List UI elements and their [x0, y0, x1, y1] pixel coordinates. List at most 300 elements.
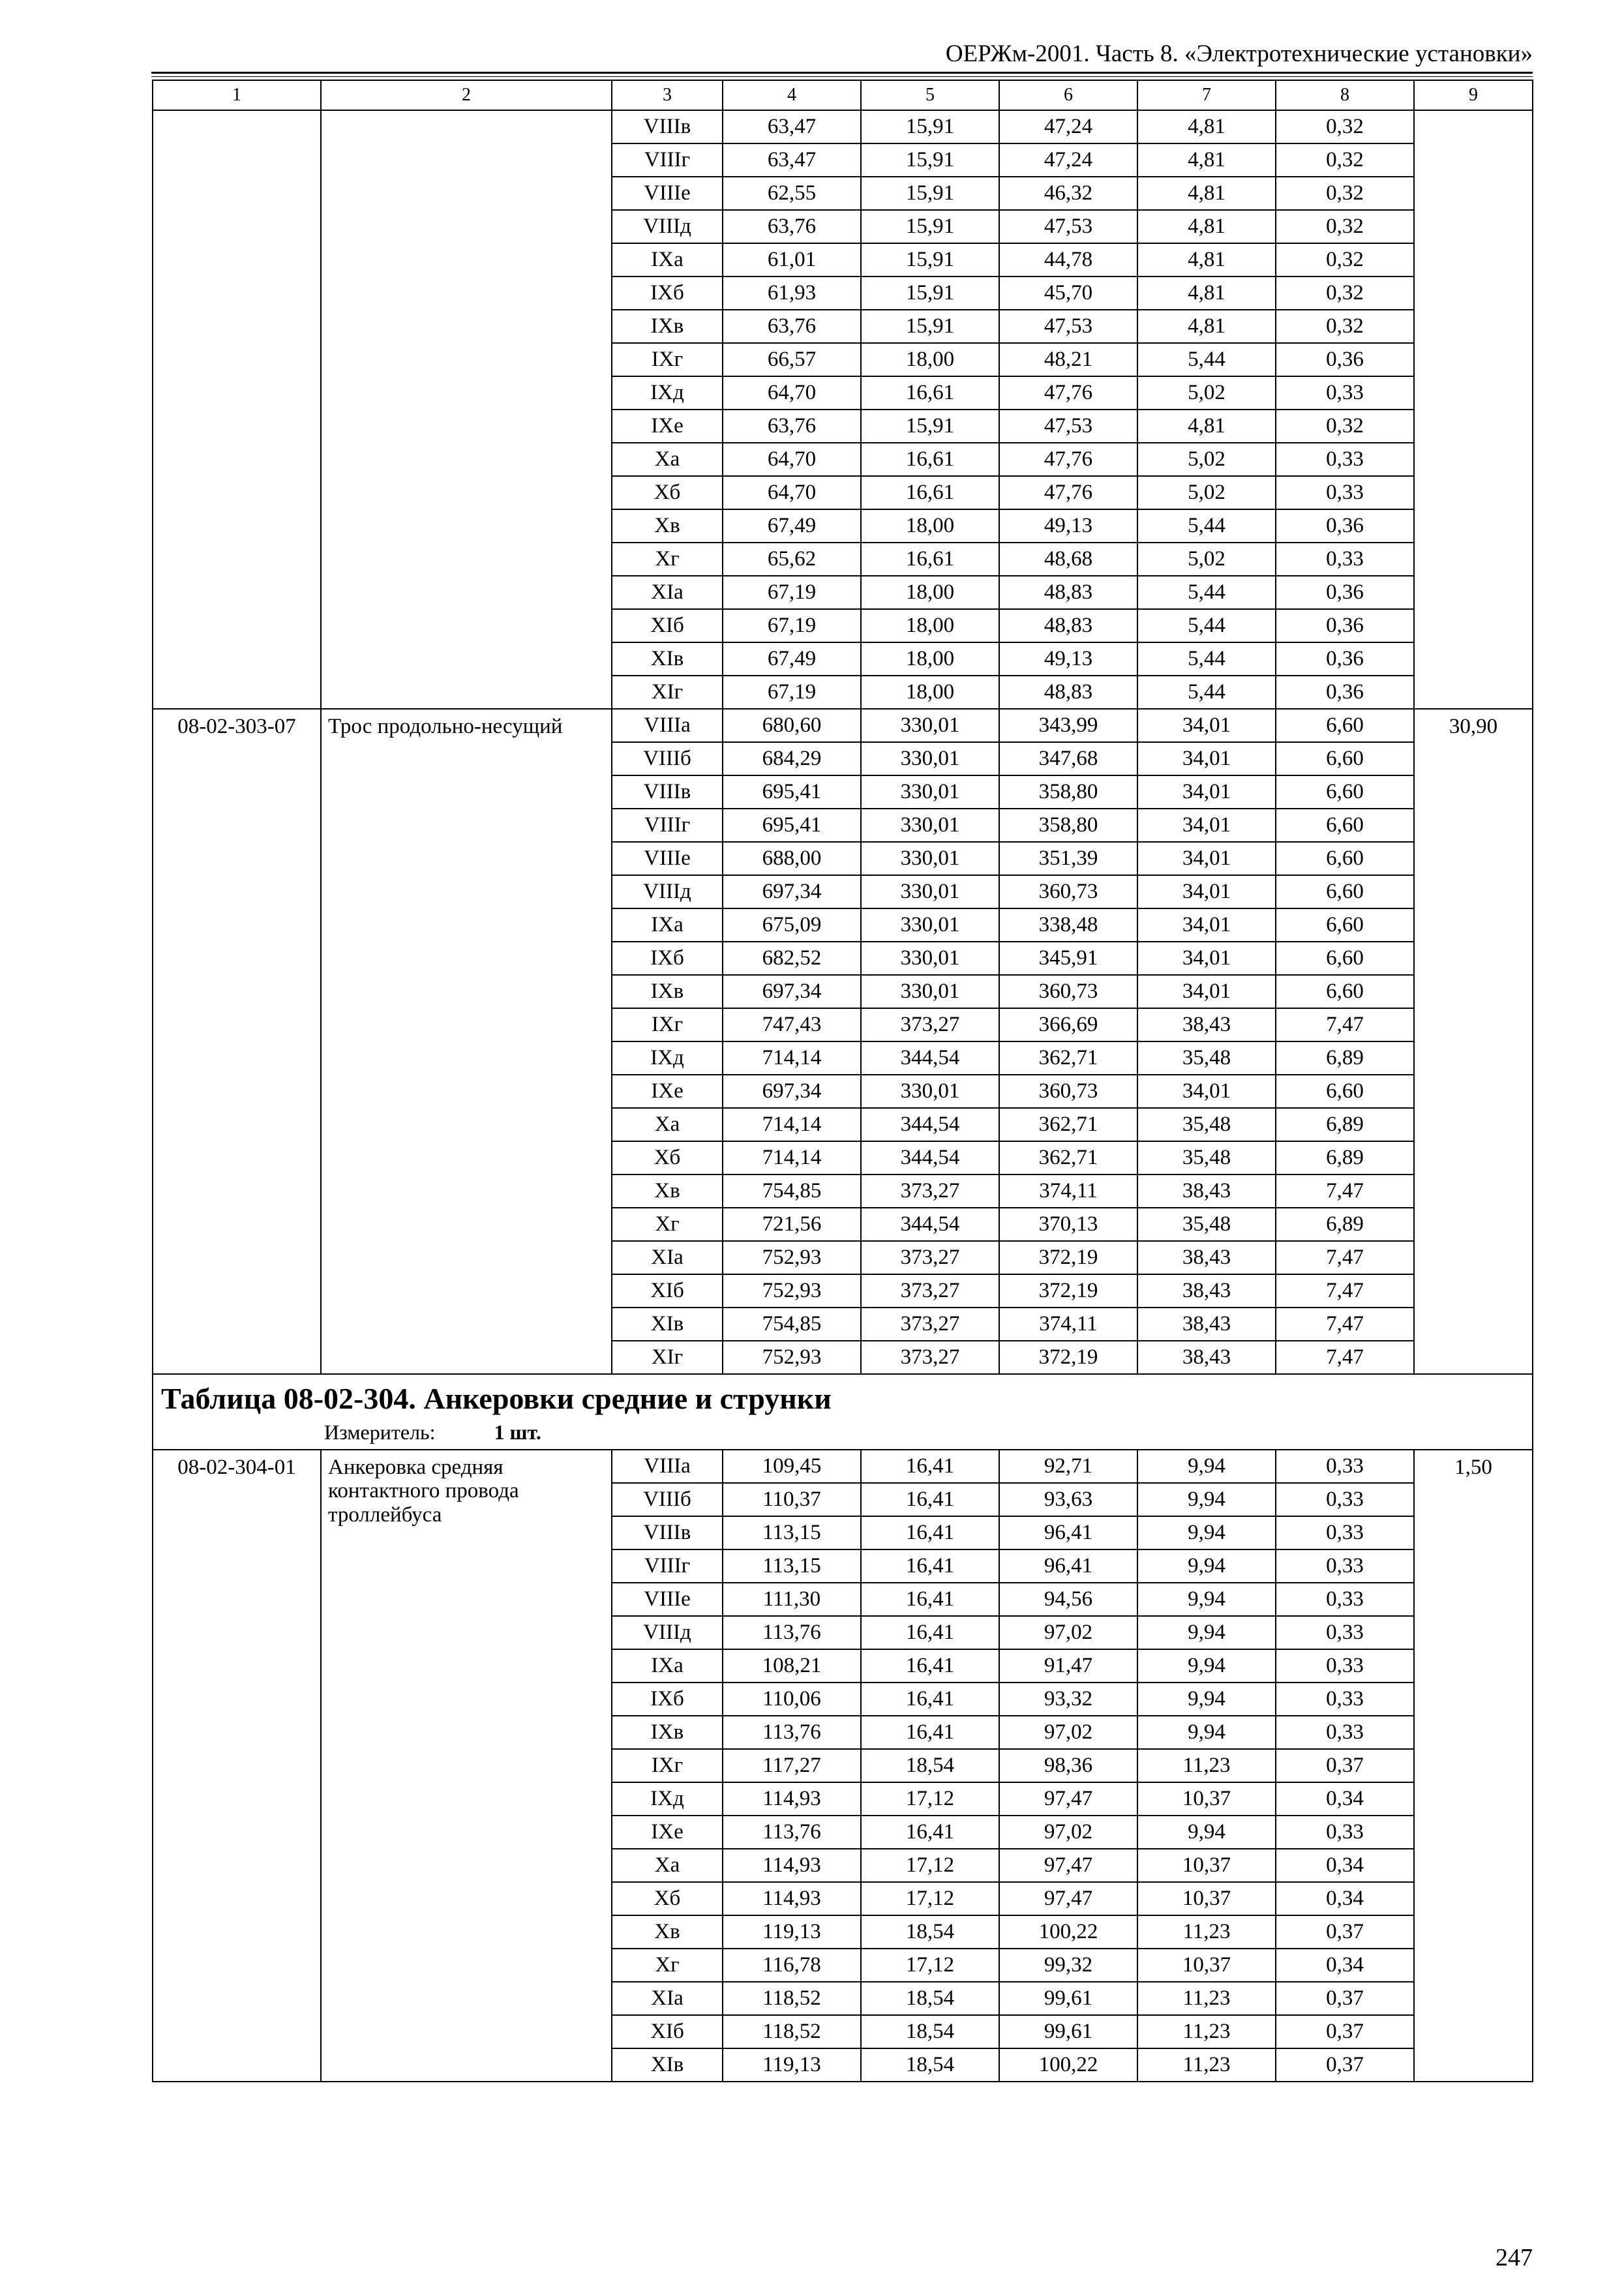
materials-cell: 0,37 — [1276, 2048, 1414, 2082]
materials-cell: 0,33 — [1276, 1616, 1414, 1649]
zone-cell: IXд — [612, 376, 723, 410]
zone-cell: Xг — [612, 1949, 723, 1982]
total-cost-cell: 754,85 — [723, 1174, 861, 1208]
materials-cell: 6,60 — [1276, 975, 1414, 1008]
operator-wages-cell: 11,23 — [1137, 1982, 1276, 2015]
column-number-cell: 1 — [153, 80, 321, 110]
wages-cell: 373,27 — [861, 1241, 999, 1274]
machine-cost-cell: 48,83 — [999, 576, 1137, 609]
wages-cell: 18,54 — [861, 2015, 999, 2048]
total-cost-cell: 63,76 — [723, 210, 861, 243]
wages-cell: 18,54 — [861, 1982, 999, 2015]
materials-cell: 0,34 — [1276, 1949, 1414, 1982]
operator-wages-cell: 38,43 — [1137, 1008, 1276, 1041]
table-row — [153, 1450, 1533, 1483]
operator-wages-cell: 10,37 — [1137, 1882, 1276, 1915]
wages-cell: 17,12 — [861, 1849, 999, 1882]
machine-cost-cell: 98,36 — [999, 1749, 1137, 1782]
wages-cell: 15,91 — [861, 277, 999, 310]
table-row — [153, 110, 1533, 143]
zone-cell: VIIIг — [612, 809, 723, 842]
operator-wages-cell: 9,94 — [1137, 1583, 1276, 1616]
wages-cell: 16,61 — [861, 443, 999, 476]
operator-wages-cell: 4,81 — [1137, 177, 1276, 210]
materials-cell: 0,36 — [1276, 509, 1414, 543]
total-cost-cell: 721,56 — [723, 1208, 861, 1241]
wages-cell: 18,00 — [861, 609, 999, 642]
labor-cost-cell — [1414, 110, 1533, 709]
operator-wages-cell: 38,43 — [1137, 1241, 1276, 1274]
machine-cost-cell: 46,32 — [999, 177, 1137, 210]
total-cost-cell: 714,14 — [723, 1108, 861, 1141]
total-cost-cell: 61,01 — [723, 243, 861, 277]
total-cost-cell: 113,76 — [723, 1816, 861, 1849]
materials-cell: 0,33 — [1276, 1683, 1414, 1716]
operator-wages-cell: 34,01 — [1137, 742, 1276, 775]
column-number-cell: 7 — [1137, 80, 1276, 110]
total-cost-cell: 110,37 — [723, 1483, 861, 1516]
wages-cell: 344,54 — [861, 1041, 999, 1075]
operator-wages-cell: 11,23 — [1137, 2048, 1276, 2082]
zone-cell: Xб — [612, 1882, 723, 1915]
machine-cost-cell: 351,39 — [999, 842, 1137, 875]
total-cost-cell: 61,93 — [723, 277, 861, 310]
materials-cell: 0,32 — [1276, 243, 1414, 277]
operator-wages-cell: 38,43 — [1137, 1174, 1276, 1208]
machine-cost-cell: 99,61 — [999, 1982, 1137, 2015]
materials-cell: 0,37 — [1276, 1915, 1414, 1949]
wages-cell: 373,27 — [861, 1308, 999, 1341]
machine-cost-cell: 47,76 — [999, 443, 1137, 476]
operator-wages-cell: 5,44 — [1137, 576, 1276, 609]
wages-cell: 16,41 — [861, 1716, 999, 1749]
operator-wages-cell: 4,81 — [1137, 210, 1276, 243]
zone-cell: IXа — [612, 1649, 723, 1683]
operator-wages-cell: 9,94 — [1137, 1549, 1276, 1583]
column-number-row — [153, 80, 1533, 110]
wages-cell: 330,01 — [861, 742, 999, 775]
machine-cost-cell: 97,47 — [999, 1882, 1137, 1915]
operator-wages-cell: 5,44 — [1137, 609, 1276, 642]
machine-cost-cell: 362,71 — [999, 1108, 1137, 1141]
operator-wages-cell: 4,81 — [1137, 410, 1276, 443]
zone-cell: XIг — [612, 676, 723, 709]
machine-cost-cell: 93,63 — [999, 1483, 1137, 1516]
zone-cell: IXе — [612, 410, 723, 443]
materials-cell: 0,37 — [1276, 2015, 1414, 2048]
total-cost-cell: 113,15 — [723, 1516, 861, 1549]
machine-cost-cell: 94,56 — [999, 1583, 1137, 1616]
total-cost-cell: 65,62 — [723, 543, 861, 576]
wages-cell: 16,61 — [861, 476, 999, 509]
operator-wages-cell: 9,94 — [1137, 1516, 1276, 1549]
machine-cost-cell: 96,41 — [999, 1516, 1137, 1549]
materials-cell: 6,60 — [1276, 942, 1414, 975]
materials-cell: 0,32 — [1276, 410, 1414, 443]
zone-cell: XIв — [612, 642, 723, 676]
machine-cost-cell: 360,73 — [999, 875, 1137, 908]
total-cost-cell: 752,93 — [723, 1274, 861, 1308]
operator-wages-cell: 38,43 — [1137, 1274, 1276, 1308]
wages-cell: 18,54 — [861, 1915, 999, 1949]
machine-cost-cell: 49,13 — [999, 642, 1137, 676]
wages-cell: 18,00 — [861, 509, 999, 543]
materials-cell: 7,47 — [1276, 1308, 1414, 1341]
column-number-cell: 8 — [1276, 80, 1414, 110]
zone-cell: XIа — [612, 1241, 723, 1274]
total-cost-cell: 118,52 — [723, 1982, 861, 2015]
machine-cost-cell: 48,68 — [999, 543, 1137, 576]
wages-cell: 330,01 — [861, 942, 999, 975]
section-header-row — [153, 1374, 1533, 1450]
zone-cell: XIа — [612, 1982, 723, 2015]
table-row — [153, 709, 1533, 742]
zone-cell: XIв — [612, 1308, 723, 1341]
column-number-cell: 6 — [999, 80, 1137, 110]
operator-wages-cell: 4,81 — [1137, 277, 1276, 310]
zone-cell: VIIIб — [612, 742, 723, 775]
machine-cost-cell: 47,76 — [999, 476, 1137, 509]
wages-cell: 15,91 — [861, 143, 999, 177]
total-cost-cell: 67,49 — [723, 642, 861, 676]
materials-cell: 0,37 — [1276, 1982, 1414, 2015]
zone-cell: IXд — [612, 1041, 723, 1075]
total-cost-cell: 118,52 — [723, 2015, 861, 2048]
wages-cell: 18,00 — [861, 676, 999, 709]
machine-cost-cell: 97,47 — [999, 1782, 1137, 1816]
operator-wages-cell: 5,44 — [1137, 642, 1276, 676]
machine-cost-cell: 358,80 — [999, 775, 1137, 809]
operator-wages-cell: 5,44 — [1137, 509, 1276, 543]
operator-wages-cell: 11,23 — [1137, 2015, 1276, 2048]
materials-cell: 0,32 — [1276, 143, 1414, 177]
operator-wages-cell: 11,23 — [1137, 1915, 1276, 1949]
zone-cell: XIа — [612, 576, 723, 609]
materials-cell: 0,33 — [1276, 443, 1414, 476]
total-cost-cell: 67,49 — [723, 509, 861, 543]
materials-cell: 6,60 — [1276, 908, 1414, 942]
materials-cell: 0,32 — [1276, 110, 1414, 143]
machine-cost-cell: 97,47 — [999, 1849, 1137, 1882]
machine-cost-cell: 47,76 — [999, 376, 1137, 410]
zone-cell: Xв — [612, 509, 723, 543]
materials-cell: 0,33 — [1276, 1816, 1414, 1849]
total-cost-cell: 63,76 — [723, 310, 861, 343]
materials-cell: 0,33 — [1276, 1483, 1414, 1516]
labor-cost-cell: 1,50 — [1414, 1450, 1533, 2082]
item-code-cell — [153, 110, 321, 709]
machine-cost-cell: 48,83 — [999, 609, 1137, 642]
zone-cell: VIIIв — [612, 1516, 723, 1549]
unit-line — [161, 1419, 1526, 1445]
materials-cell: 0,33 — [1276, 1516, 1414, 1549]
materials-cell: 0,32 — [1276, 210, 1414, 243]
zone-cell: VIIIг — [612, 143, 723, 177]
machine-cost-cell: 47,53 — [999, 310, 1137, 343]
total-cost-cell: 695,41 — [723, 775, 861, 809]
item-name-cell: Трос продольно-несущий — [321, 709, 612, 1374]
wages-cell: 373,27 — [861, 1274, 999, 1308]
total-cost-cell: 67,19 — [723, 676, 861, 709]
labor-cost-cell: 30,90 — [1414, 709, 1533, 1374]
wages-cell: 17,12 — [861, 1882, 999, 1915]
operator-wages-cell: 34,01 — [1137, 942, 1276, 975]
operator-wages-cell: 38,43 — [1137, 1341, 1276, 1374]
wages-cell: 373,27 — [861, 1341, 999, 1374]
machine-cost-cell: 343,99 — [999, 709, 1137, 742]
materials-cell: 6,60 — [1276, 842, 1414, 875]
total-cost-cell: 754,85 — [723, 1308, 861, 1341]
column-number-cell: 2 — [321, 80, 612, 110]
zone-cell: Xб — [612, 1141, 723, 1174]
wages-cell: 15,91 — [861, 210, 999, 243]
item-name-cell — [321, 110, 612, 709]
item-code-cell: 08-02-303-07 — [153, 709, 321, 1374]
machine-cost-cell: 97,02 — [999, 1816, 1137, 1849]
materials-cell: 0,36 — [1276, 343, 1414, 376]
machine-cost-cell: 47,53 — [999, 410, 1137, 443]
materials-cell: 6,60 — [1276, 875, 1414, 908]
machine-cost-cell: 49,13 — [999, 509, 1137, 543]
zone-cell: XIг — [612, 1341, 723, 1374]
operator-wages-cell: 9,94 — [1137, 1483, 1276, 1516]
item-name-cell: Анкеровка средняя контактного провода троллейбуса — [321, 1450, 612, 2082]
operator-wages-cell: 9,94 — [1137, 1716, 1276, 1749]
total-cost-cell: 117,27 — [723, 1749, 861, 1782]
wages-cell: 18,00 — [861, 343, 999, 376]
zone-cell: IXе — [612, 1816, 723, 1849]
materials-cell: 6,60 — [1276, 742, 1414, 775]
zone-cell: IXб — [612, 1683, 723, 1716]
total-cost-cell: 697,34 — [723, 975, 861, 1008]
zone-cell: XIб — [612, 2015, 723, 2048]
materials-cell: 0,33 — [1276, 1583, 1414, 1616]
wages-cell: 16,41 — [861, 1583, 999, 1616]
total-cost-cell: 747,43 — [723, 1008, 861, 1041]
wages-cell: 373,27 — [861, 1174, 999, 1208]
machine-cost-cell: 44,78 — [999, 243, 1137, 277]
machine-cost-cell: 45,70 — [999, 277, 1137, 310]
zone-cell: VIIIа — [612, 709, 723, 742]
materials-cell: 0,34 — [1276, 1882, 1414, 1915]
materials-cell: 0,33 — [1276, 476, 1414, 509]
zone-cell: VIIIг — [612, 1549, 723, 1583]
materials-cell: 0,34 — [1276, 1849, 1414, 1882]
wages-cell: 344,54 — [861, 1141, 999, 1174]
zone-cell: IXб — [612, 277, 723, 310]
materials-cell: 0,32 — [1276, 277, 1414, 310]
zone-cell: IXд — [612, 1782, 723, 1816]
wages-cell: 344,54 — [861, 1208, 999, 1241]
total-cost-cell: 113,15 — [723, 1549, 861, 1583]
total-cost-cell: 114,93 — [723, 1882, 861, 1915]
price-table — [152, 80, 1533, 2082]
total-cost-cell: 113,76 — [723, 1716, 861, 1749]
unit-label: Измеритель: — [324, 1420, 436, 1444]
zone-cell: IXг — [612, 1008, 723, 1041]
operator-wages-cell: 35,48 — [1137, 1041, 1276, 1075]
materials-cell: 0,33 — [1276, 1649, 1414, 1683]
machine-cost-cell: 360,73 — [999, 1075, 1137, 1108]
operator-wages-cell: 4,81 — [1137, 310, 1276, 343]
total-cost-cell: 119,13 — [723, 1915, 861, 1949]
machine-cost-cell: 362,71 — [999, 1141, 1137, 1174]
machine-cost-cell: 362,71 — [999, 1041, 1137, 1075]
column-number-cell: 9 — [1414, 80, 1533, 110]
header-rule — [151, 72, 1533, 74]
operator-wages-cell: 35,48 — [1137, 1108, 1276, 1141]
machine-cost-cell: 48,21 — [999, 343, 1137, 376]
materials-cell: 0,32 — [1276, 177, 1414, 210]
column-number-cell: 5 — [861, 80, 999, 110]
wages-cell: 330,01 — [861, 975, 999, 1008]
total-cost-cell: 752,93 — [723, 1241, 861, 1274]
total-cost-cell: 63,76 — [723, 410, 861, 443]
materials-cell: 0,36 — [1276, 676, 1414, 709]
materials-cell: 0,32 — [1276, 310, 1414, 343]
total-cost-cell: 66,57 — [723, 343, 861, 376]
machine-cost-cell: 338,48 — [999, 908, 1137, 942]
wages-cell: 15,91 — [861, 110, 999, 143]
total-cost-cell: 675,09 — [723, 908, 861, 942]
wages-cell: 330,01 — [861, 809, 999, 842]
operator-wages-cell: 9,94 — [1137, 1816, 1276, 1849]
materials-cell: 6,89 — [1276, 1208, 1414, 1241]
zone-cell: VIIIв — [612, 110, 723, 143]
wages-cell: 16,41 — [861, 1616, 999, 1649]
wages-cell: 16,41 — [861, 1450, 999, 1483]
machine-cost-cell: 48,83 — [999, 676, 1137, 709]
machine-cost-cell: 366,69 — [999, 1008, 1137, 1041]
zone-cell: VIIIд — [612, 210, 723, 243]
machine-cost-cell: 47,53 — [999, 210, 1137, 243]
operator-wages-cell: 9,94 — [1137, 1616, 1276, 1649]
total-cost-cell: 67,19 — [723, 576, 861, 609]
zone-cell: IXе — [612, 1075, 723, 1108]
zone-cell: IXг — [612, 343, 723, 376]
wages-cell: 330,01 — [861, 1075, 999, 1108]
machine-cost-cell: 92,71 — [999, 1450, 1137, 1483]
machine-cost-cell: 370,13 — [999, 1208, 1137, 1241]
wages-cell: 16,41 — [861, 1683, 999, 1716]
materials-cell: 6,89 — [1276, 1108, 1414, 1141]
zone-cell: Xа — [612, 1108, 723, 1141]
total-cost-cell: 714,14 — [723, 1141, 861, 1174]
wages-cell: 330,01 — [861, 875, 999, 908]
total-cost-cell: 111,30 — [723, 1583, 861, 1616]
zone-cell: IXв — [612, 1716, 723, 1749]
total-cost-cell: 64,70 — [723, 376, 861, 410]
total-cost-cell: 63,47 — [723, 110, 861, 143]
total-cost-cell: 64,70 — [723, 476, 861, 509]
wages-cell: 15,91 — [861, 410, 999, 443]
machine-cost-cell: 96,41 — [999, 1549, 1137, 1583]
total-cost-cell: 684,29 — [723, 742, 861, 775]
page-number: 247 — [1496, 2244, 1533, 2271]
machine-cost-cell: 47,24 — [999, 110, 1137, 143]
total-cost-cell: 714,14 — [723, 1041, 861, 1075]
materials-cell: 0,33 — [1276, 376, 1414, 410]
materials-cell: 7,47 — [1276, 1174, 1414, 1208]
total-cost-cell: 63,47 — [723, 143, 861, 177]
materials-cell: 0,34 — [1276, 1782, 1414, 1816]
zone-cell: Xг — [612, 543, 723, 576]
total-cost-cell: 110,06 — [723, 1683, 861, 1716]
zone-cell: VIIIд — [612, 1616, 723, 1649]
operator-wages-cell: 5,02 — [1137, 376, 1276, 410]
materials-cell: 6,89 — [1276, 1141, 1414, 1174]
operator-wages-cell: 4,81 — [1137, 110, 1276, 143]
operator-wages-cell: 4,81 — [1137, 143, 1276, 177]
total-cost-cell: 114,93 — [723, 1782, 861, 1816]
wages-cell: 17,12 — [861, 1949, 999, 1982]
materials-cell: 6,60 — [1276, 709, 1414, 742]
machine-cost-cell: 97,02 — [999, 1716, 1137, 1749]
zone-cell: Xа — [612, 443, 723, 476]
wages-cell: 18,00 — [861, 642, 999, 676]
machine-cost-cell: 93,32 — [999, 1683, 1137, 1716]
operator-wages-cell: 5,44 — [1137, 343, 1276, 376]
wages-cell: 16,41 — [861, 1483, 999, 1516]
operator-wages-cell: 9,94 — [1137, 1683, 1276, 1716]
materials-cell: 6,60 — [1276, 775, 1414, 809]
wages-cell: 330,01 — [861, 775, 999, 809]
total-cost-cell: 109,45 — [723, 1450, 861, 1483]
materials-cell: 7,47 — [1276, 1008, 1414, 1041]
total-cost-cell: 697,34 — [723, 1075, 861, 1108]
item-code-cell: 08-02-304-01 — [153, 1450, 321, 2082]
machine-cost-cell: 347,68 — [999, 742, 1137, 775]
zone-cell: Xа — [612, 1849, 723, 1882]
materials-cell: 0,33 — [1276, 543, 1414, 576]
materials-cell: 6,60 — [1276, 809, 1414, 842]
zone-cell: Xг — [612, 1208, 723, 1241]
wages-cell: 16,41 — [861, 1816, 999, 1849]
zone-cell: VIIIв — [612, 775, 723, 809]
zone-cell: XIв — [612, 2048, 723, 2082]
zone-cell: IXа — [612, 243, 723, 277]
operator-wages-cell: 5,02 — [1137, 476, 1276, 509]
wages-cell: 18,54 — [861, 2048, 999, 2082]
machine-cost-cell: 374,11 — [999, 1308, 1137, 1341]
machine-cost-cell: 358,80 — [999, 809, 1137, 842]
total-cost-cell: 697,34 — [723, 875, 861, 908]
materials-cell: 7,47 — [1276, 1341, 1414, 1374]
operator-wages-cell: 11,23 — [1137, 1749, 1276, 1782]
wages-cell: 18,54 — [861, 1749, 999, 1782]
materials-cell: 0,36 — [1276, 642, 1414, 676]
total-cost-cell: 116,78 — [723, 1949, 861, 1982]
unit-value: 1 шт. — [494, 1420, 541, 1444]
zone-cell: IXа — [612, 908, 723, 942]
operator-wages-cell: 34,01 — [1137, 709, 1276, 742]
section-header — [153, 1374, 1533, 1450]
operator-wages-cell: 9,94 — [1137, 1450, 1276, 1483]
zone-cell: VIIIд — [612, 875, 723, 908]
operator-wages-cell: 4,81 — [1137, 243, 1276, 277]
zone-cell: IXг — [612, 1749, 723, 1782]
column-number-cell: 3 — [612, 80, 723, 110]
zone-cell: VIIIе — [612, 1583, 723, 1616]
materials-cell: 7,47 — [1276, 1241, 1414, 1274]
operator-wages-cell: 10,37 — [1137, 1949, 1276, 1982]
materials-cell: 0,33 — [1276, 1549, 1414, 1583]
wages-cell: 15,91 — [861, 243, 999, 277]
zone-cell: IXб — [612, 942, 723, 975]
materials-cell: 0,33 — [1276, 1716, 1414, 1749]
wages-cell: 330,01 — [861, 709, 999, 742]
operator-wages-cell: 35,48 — [1137, 1141, 1276, 1174]
